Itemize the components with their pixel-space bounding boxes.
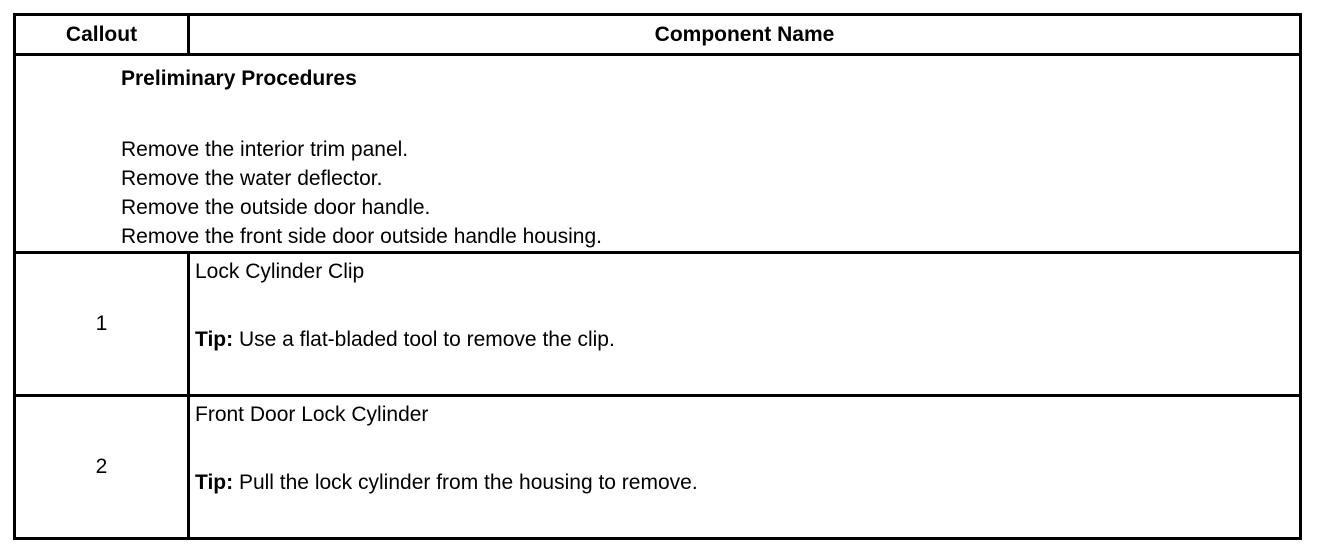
tip-text: Use a flat-bladed tool to remove the clip. (233, 328, 615, 351)
preliminary-procedures-row (15, 55, 1301, 253)
component-name-column-header: Component Name (189, 15, 1301, 55)
preliminary-steps-list (121, 135, 1299, 251)
tip-line (195, 469, 1299, 497)
procedure-table (13, 13, 1302, 540)
preliminary-step: Remove the interior trim panel. (121, 138, 409, 161)
preliminary-procedures-heading: Preliminary Procedures (121, 67, 357, 90)
table-row (15, 253, 1301, 396)
tip-text: Pull the lock cylinder from the housing to remove. (233, 471, 698, 494)
callout-number: 2 (15, 396, 189, 539)
tip-line (195, 326, 1299, 354)
tip-label: Tip: (195, 328, 234, 351)
preliminary-procedures-cell (15, 55, 1301, 253)
preliminary-step: Remove the water deflector. (121, 167, 383, 190)
table-header-row (15, 15, 1301, 55)
table-row (15, 396, 1301, 539)
component-name: Lock Cylinder Clip (195, 260, 365, 283)
component-cell (189, 396, 1301, 539)
preliminary-step: Remove the outside door handle. (121, 196, 431, 219)
callout-number: 1 (15, 253, 189, 396)
component-name: Front Door Lock Cylinder (195, 403, 429, 426)
tip-label: Tip: (195, 471, 234, 494)
component-cell (189, 253, 1301, 396)
preliminary-step: Remove the front side door outside handle housing. (121, 225, 602, 248)
callout-column-header: Callout (15, 15, 189, 55)
